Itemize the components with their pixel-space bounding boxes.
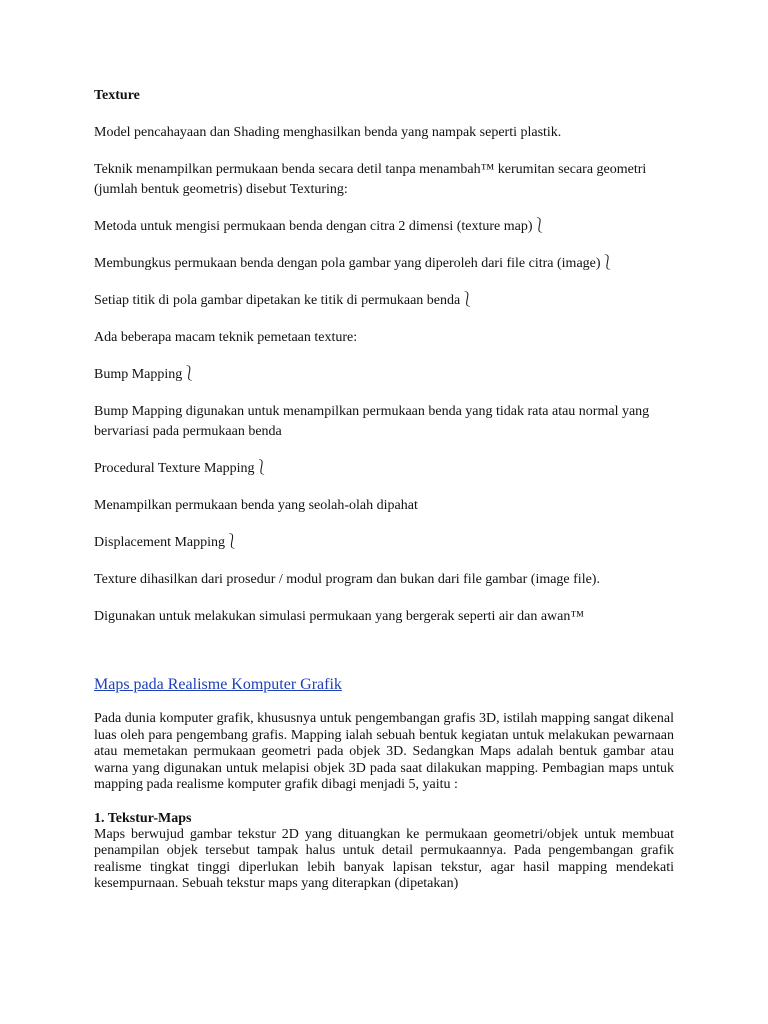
texture-paragraph-10: Menampilkan permukaan benda yang seolah-olah dipahat	[94, 498, 418, 513]
texture-paragraph-6: Ada beberapa macam teknik pemetaan texture:	[94, 330, 358, 345]
texture-paragraph-5: Setiap titik di pola gambar dipetakan ke titik di permukaan benda⎱	[94, 293, 475, 308]
texture-paragraph-8: Bump Mapping digunakan untuk menampilkan permukaan benda yang tidak rata atau normal yang bervariasi pada permukaan benda	[94, 404, 650, 439]
texture-heading: Texture	[94, 88, 140, 103]
texture-paragraph-11: Displacement Mapping⎱	[94, 535, 240, 550]
document-page	[94, 86, 674, 909]
texture-paragraph-12: Texture dihasilkan dari prosedur / modul program dan bukan dari file gambar (image file).	[94, 572, 600, 587]
texture-paragraph-3: Metoda untuk mengisi permukaan benda dengan citra 2 dimensi (texture map)⎱	[94, 219, 547, 234]
texture-paragraph-4: Membungkus permukaan benda dengan pola gambar yang diperoleh dari file citra (image)⎱	[94, 256, 615, 271]
tekstur-maps-heading: 1. Tekstur-Maps	[94, 810, 192, 826]
texture-paragraph-7: Bump Mapping⎱	[94, 367, 197, 382]
maps-section-title[interactable]: Maps pada Realisme Komputer Grafik	[94, 676, 342, 693]
texture-paragraph-9: Procedural Texture Mapping⎱	[94, 461, 269, 476]
texture-paragraph-13: Digunakan untuk melakukan simulasi permukaan yang bergerak seperti air dan awan™	[94, 609, 585, 624]
texture-paragraph-1: Model pencahayaan dan Shading menghasilkan benda yang nampak seperti plastik.	[94, 125, 562, 140]
maps-intro-paragraph: Pada dunia komputer grafik, khususnya untuk pengembangan grafis 3D, istilah mapping sangat dikenal luas oleh para pengembang grafis. Mapping ialah sebuah bentuk kegiatan untuk melakukan pewarnaan atau memetakan permukaan geometri pada objek 3D. Sedangkan Maps adalah bentuk gambar atau warna yang digunakan untuk melapisi objek 3D pada saat dilakukan mapping. Pembagian maps untuk mapping pada realisme komputer grafik dibagi menjadi 5, yaitu :	[94, 711, 674, 792]
texture-paragraph-2: Teknik menampilkan permukaan benda secara detil tanpa menambah™ kerumitan secara geometri (jumlah bentuk geometris) disebut Texturing:	[94, 162, 647, 197]
tekstur-maps-paragraph: Maps berwujud gambar tekstur 2D yang dituangkan ke permukaan geometri/objek untuk membuat penampilan objek tersebut tampak halus untuk detail permukaannya. Pada pengembangan grafik realisme tingkat tinggi diperlukan lebih banyak lapisan tekstur, agar hasil mapping mendekati kesempurnaan. Sebuah tekstur maps yang diterapkan (dipetakan)	[94, 826, 674, 891]
